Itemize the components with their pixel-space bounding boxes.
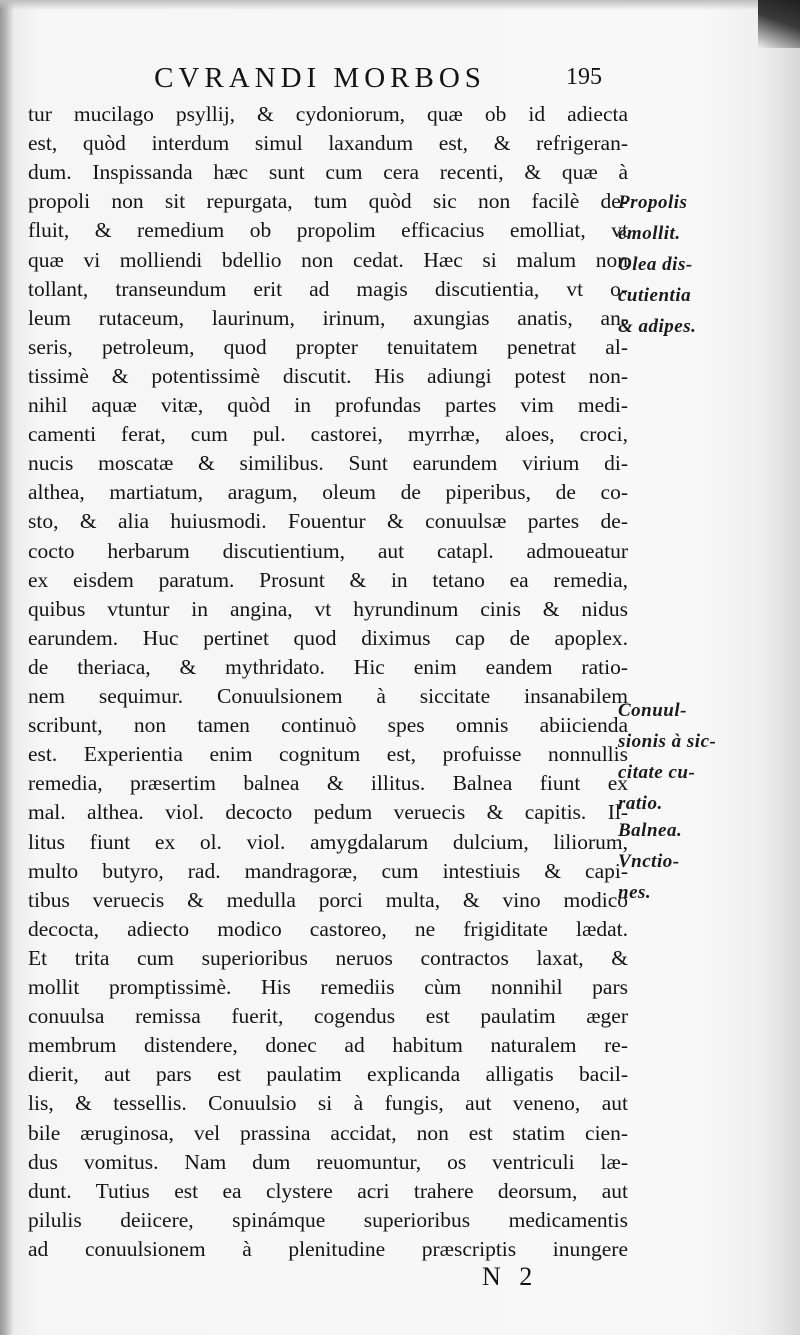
text-line: sto, & alia huiusmodi. Fouentur & conuulsæ partes de- (28, 509, 628, 534)
text-line: quibus vtuntur in angina, vt hyrundinum cinis & nidus (28, 596, 628, 621)
margin-note-line: Vnctio- (618, 851, 680, 872)
text-line: dus vomitus. Nam dum reuomuntur, os ventriculi læ- (28, 1149, 628, 1174)
text-line: decocta, adiecto modico castoreo, ne frigiditate lædat. (28, 916, 628, 941)
text-line: est, quòd interdum simul laxandum est, & refrigeran- (28, 131, 628, 156)
page-number: 195 (566, 64, 602, 90)
margin-note-line: Propolis (618, 192, 688, 213)
margin-note-line: citate cu- (618, 762, 696, 783)
text-line: mollit promptissimè. His remediis cùm nonnihil pars (28, 975, 628, 999)
text-line: dum. Inspissanda hæc sunt cum cera recenti, & quæ à (28, 160, 628, 185)
text-line: remedia, præsertim balnea & illitus. Balnea fiunt ex (28, 771, 628, 796)
text-line: Et trita cum superioribus neruos contractos laxat, & (28, 945, 628, 970)
text-line: propoli non sit repurgata, tum quòd sic non facilè de- (28, 189, 628, 214)
text-line: tissimè & potentissimè discutit. His adiungi potest non- (28, 363, 628, 388)
text-line: dierit, aut pars est paulatim explicanda alligatis bacil- (28, 1062, 628, 1087)
running-title: CVRANDI MORBOS (154, 62, 486, 94)
margin-note-line: ratio. (618, 793, 663, 814)
text-line: quæ vi molliendi bdellio non cedat. Hæc si malum non (28, 247, 628, 272)
text-line: scribunt, non tamen continuò spes omnis abiicienda (28, 713, 628, 738)
text-line: de theriaca, & mythridato. Hic enim eandem ratio- (28, 654, 628, 679)
text-line: conuulsa remissa fuerit, cogendus est paulatim æger (28, 1004, 628, 1029)
text-line: nem sequimur. Conuulsionem à siccitate insanabilem (28, 684, 628, 708)
text-line: cocto herbarum discutientium, aut catapl. admoueatur (28, 538, 628, 563)
text-line: pilulis deiicere, spinámque superioribus medicamentis (28, 1207, 628, 1232)
margin-note-line: emollit. (618, 223, 681, 244)
text-line: nucis moscatæ & similibus. Sunt earundem virium di- (28, 451, 628, 476)
text-line: nihil aquæ vitæ, quòd in profundas partes vim medi- (28, 393, 628, 417)
text-line: est. Experientia enim cognitum est, profuisse nonnullis (28, 742, 628, 767)
text-line: litus fiunt ex ol. viol. amygdalarum dulcium, liliorum, (28, 829, 628, 854)
text-line: althea, martiatum, aragum, oleum de piperibus, de co- (28, 480, 628, 505)
text-line: mal. althea. viol. decocto pedum veruecis & capitis. Il- (28, 800, 628, 825)
margin-note-line: Olea dis- (618, 254, 693, 275)
text-line: earundem. Huc pertinet quod diximus cap de apoplex. (28, 625, 628, 650)
signature-mark: N 2 (482, 1262, 539, 1291)
text-line: camenti ferat, cum pul. castorei, myrrhæ, aloes, croci, (28, 422, 628, 447)
text-line: seris, petroleum, quod propter tenuitatem penetrat al- (28, 334, 628, 359)
text-line: tur mucilago psyllij, & cydoniorum, quæ ob id adiecta (28, 102, 628, 126)
margin-note-line: Conuul- (618, 700, 687, 721)
text-line: lis, & tessellis. Conuulsio si à fungis, aut veneno, aut (28, 1091, 628, 1116)
margin-notes (618, 0, 798, 1335)
margin-note-line: & adipes. (618, 316, 697, 337)
text-line: bile æruginosa, vel prassina accidat, non est statim cien- (28, 1120, 628, 1145)
margin-note-line: sionis à sic- (618, 731, 717, 752)
text-line: leum rutaceum, laurinum, irinum, axungias anatis, an- (28, 305, 628, 330)
margin-note-line: Balnea. (618, 820, 683, 841)
text-line: tollant, transeundum erit ad magis discutientia, vt o- (28, 276, 628, 301)
text-line: dunt. Tutius est ea clystere acri trahere deorsum, aut (28, 1178, 628, 1203)
page-edge-shadow (0, 0, 14, 1335)
margin-note-line: nes. (618, 882, 652, 903)
margin-note-line: cutientia (618, 285, 692, 306)
text-line: ad conuulsionem à plenitudine præscriptis inungere (28, 1236, 628, 1261)
text-line: tibus veruecis & medulla porci multa, & vino modico (28, 887, 628, 912)
text-line: multo butyro, rad. mandragoræ, cum intestiuis & capi- (28, 858, 628, 883)
text-line: membrum distendere, donec ad habitum naturalem re- (28, 1033, 628, 1058)
text-line: fluit, & remedium ob propolim efficacius emolliat, vt (28, 218, 628, 243)
text-line: ex eisdem paratum. Prosunt & in tetano ea remedia, (28, 567, 628, 592)
